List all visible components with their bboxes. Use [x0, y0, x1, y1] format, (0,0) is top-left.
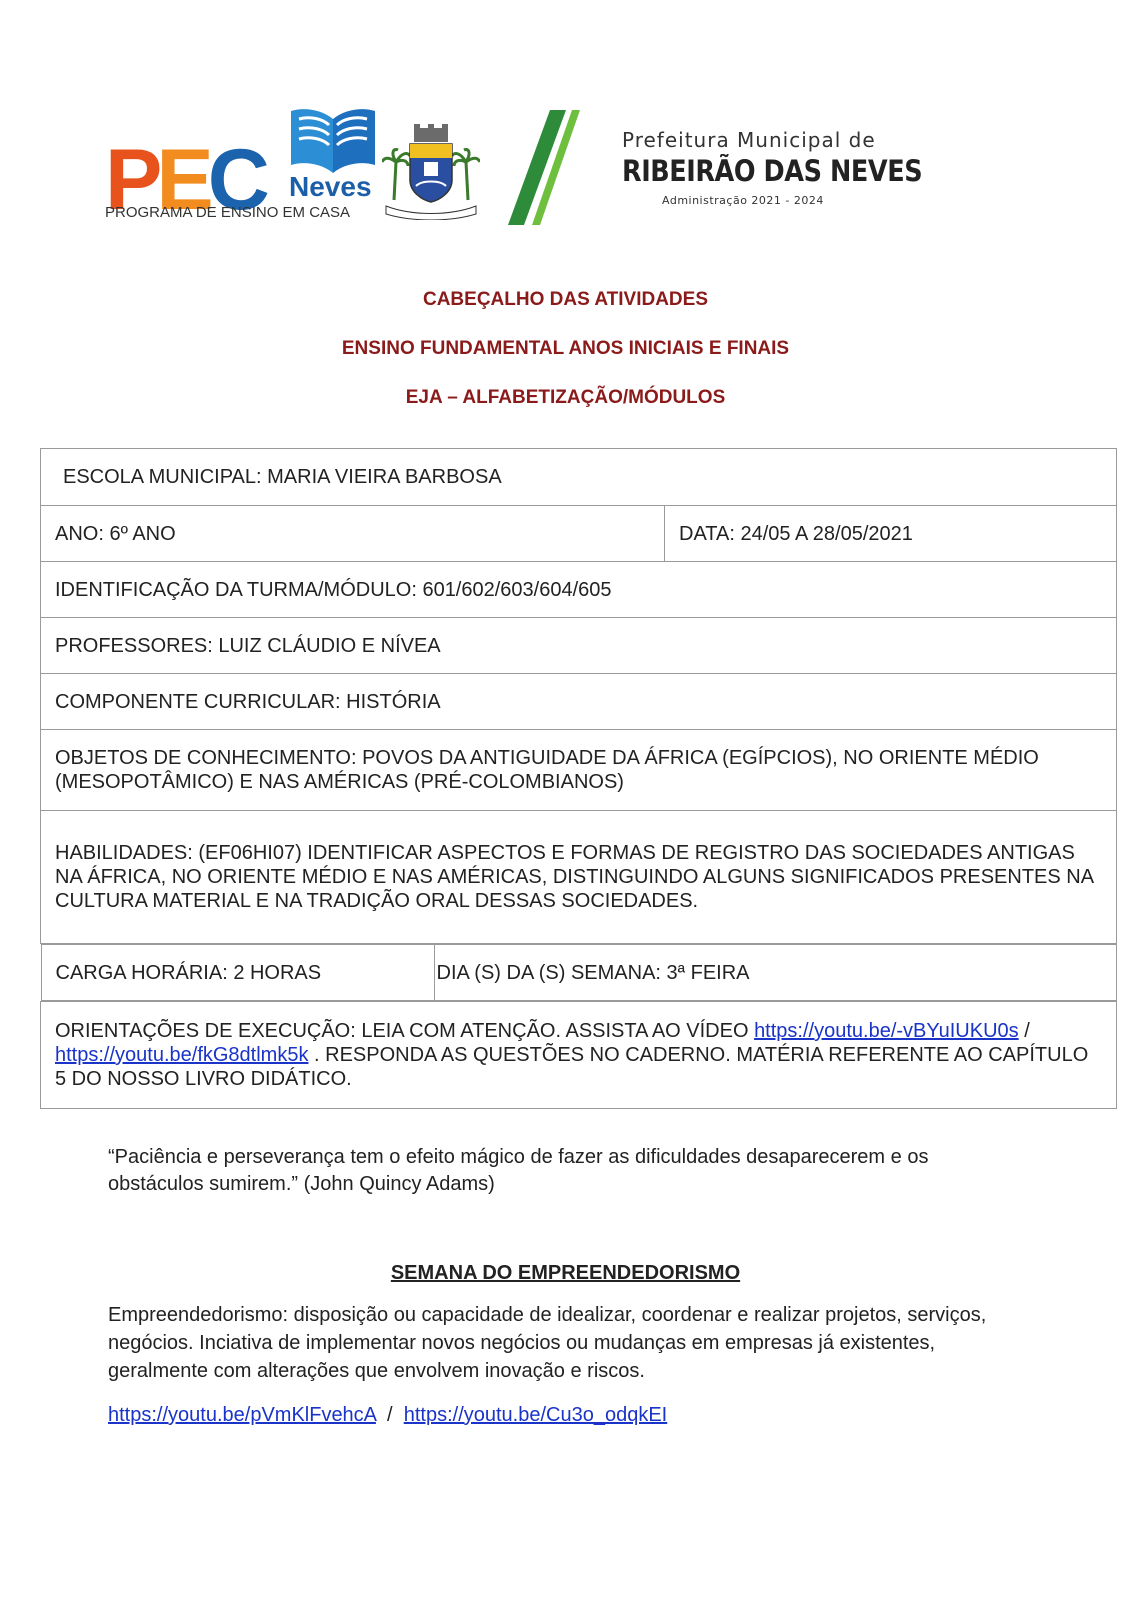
pec-logo [105, 105, 385, 230]
orientacoes-cell [41, 1002, 1117, 1109]
video-link-1[interactable]: https://youtu.be/-vBYuIUKU0s [754, 1020, 1019, 1042]
info-table [40, 448, 1117, 1109]
pec-letter-e: E [156, 132, 208, 228]
section-links [108, 1404, 667, 1427]
carga-cell: CARGA HORÁRIA: 2 HORAS [41, 945, 434, 1001]
orientacoes-suffix: . RESPONDA AS QUESTÕES NO CADERNO. MATÉRIA REFERENTE AO CAPÍTULO 5 DO NOSSO LIVRO DIDÁTICO. [55, 1044, 1089, 1090]
link-separator: / [375, 1404, 404, 1426]
document-titles [0, 290, 1131, 437]
table-row [41, 811, 1117, 944]
pec-neves-label: Neves [289, 171, 372, 202]
pec-letter-c: C [207, 132, 264, 228]
title-cabecalho: CABEÇALHO DAS ATIVIDADES [422, 289, 708, 310]
componente-cell: COMPONENTE CURRICULAR: HISTÓRIA [41, 674, 1117, 730]
pec-letter-p: P [105, 132, 157, 228]
empreendedorismo-link-2[interactable]: https://youtu.be/Cu3o_odqkEI [403, 1404, 668, 1426]
dia-cell: DIA (S) DA (S) SEMANA: 3ª FEIRA [434, 945, 1116, 1001]
table-row [41, 449, 1117, 506]
title-eja: EJA – ALFABETIZAÇÃO/MÓDULOS [405, 387, 726, 408]
orientacoes-prefix: ORIENTAÇÕES DE EXECUÇÃO: LEIA COM ATENÇÃO. ASSISTA AO VÍDEO [55, 1020, 755, 1042]
ano-cell: ANO: 6º ANO [41, 506, 665, 562]
table-row [41, 1002, 1117, 1109]
table-row [41, 944, 1117, 1002]
table-row [41, 506, 1117, 562]
administration-period: Administração 2021 - 2024 [662, 194, 824, 207]
video-link-2[interactable]: https://youtu.be/fkG8dtlmk5k [55, 1044, 309, 1066]
green-stripes-icon [508, 110, 580, 225]
pec-subtitle: PROGRAMA DE ENSINO EM CASA [105, 204, 351, 221]
carga-dia-table [41, 944, 1117, 1001]
turma-cell: IDENTIFICAÇÃO DA TURMA/MÓDULO: 601/602/603/604/605 [41, 562, 1117, 618]
empreendedorismo-link-1[interactable]: https://youtu.be/pVmKlFvehcA [108, 1404, 376, 1426]
professores-cell: PROFESSORES: LUIZ CLÁUDIO E NÍVEA [41, 618, 1117, 674]
section-title: SEMANA DO EMPREENDEDORISMO [390, 1262, 741, 1284]
escola-cell: ESCOLA MUNICIPAL: MARIA VIEIRA BARBOSA [41, 449, 1117, 506]
section-body: Empreendedorismo: disposição ou capacidade de idealizar, coordenar e realizar projetos, serviços, negócios. Inciativa de implementar novos negócios ou mudanças em empresas já existentes, geralmente com alterações que envolvem inovação e riscos. [108, 1304, 987, 1382]
data-cell: DATA: 24/05 A 28/05/2021 [665, 506, 1117, 562]
title-ensino: ENSINO FUNDAMENTAL ANOS INICIAIS E FINAIS [341, 338, 790, 359]
logo-bar [0, 0, 1131, 260]
city-name: RIBEIRÃO DAS NEVES [622, 154, 923, 188]
objetos-cell: OBJETOS DE CONHECIMENTO: POVOS DA ANTIGUIDADE DA ÁFRICA (EGÍPCIOS), NO ORIENTE MÉDIO (MESOPOTÂMICO) E NAS AMÉRICAS (PRÉ-COLOMBIANOS) [41, 730, 1117, 811]
habilidades-cell: HABILIDADES: (EF06HI07) IDENTIFICAR ASPECTOS E FORMAS DE REGISTRO DAS SOCIEDADES ANTIGAS NA ÁFRICA, NO ORIENTE MÉDIO E NAS AMÉRICAS, DISTINGUINDO ALGUNS SIGNIFICADOS PRESENTES NA CULTURA MATERIAL E NA TRADIÇÃO ORAL DESSAS SOCIEDADES. [41, 811, 1117, 944]
coat-of-arms-icon [382, 122, 480, 220]
quote: “Paciência e perseverança tem o efeito mágico de fazer as dificuldades desaparecerem e os obstáculos sumirem.” (John Quincy Adams) [108, 1146, 929, 1195]
table-row [41, 945, 1116, 1001]
link-separator: / [1018, 1020, 1030, 1042]
prefeitura-label: Prefeitura Municipal de [622, 128, 876, 152]
table-row [41, 618, 1117, 674]
table-row [41, 730, 1117, 811]
prefeitura-logo [622, 128, 923, 207]
carga-dia-wrapper [41, 944, 1117, 1002]
table-row [41, 562, 1117, 618]
table-row [41, 674, 1117, 730]
open-book-icon [287, 105, 379, 175]
